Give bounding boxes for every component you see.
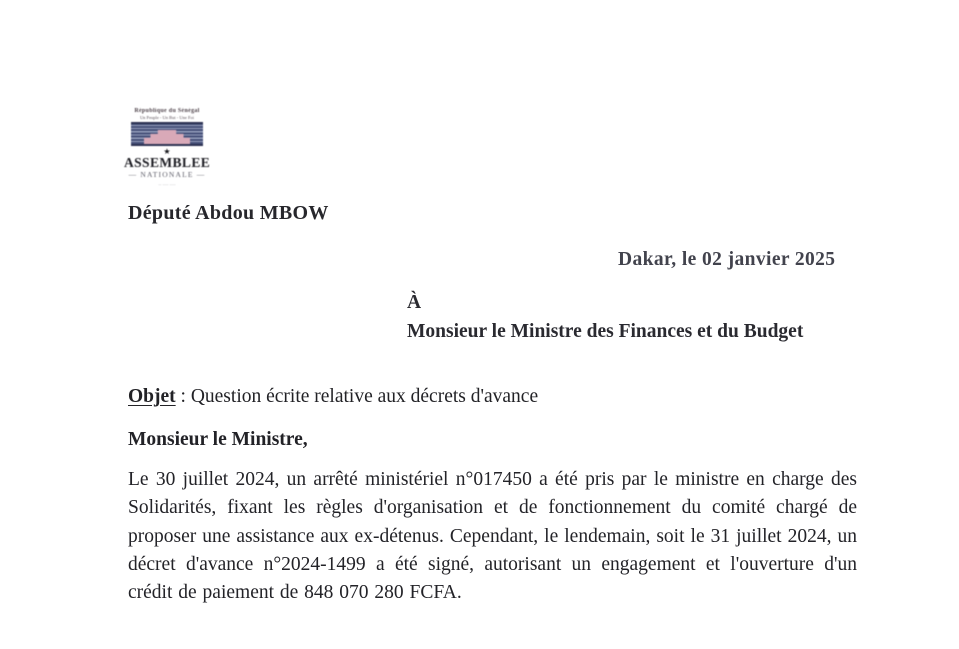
seal-motto-text: Un Peuple - Un But - Une Foi (139, 115, 195, 120)
greeting: Monsieur le Ministre, (128, 429, 308, 450)
sender-name: Député Abdou MBOW (128, 202, 329, 224)
building-arch-shape (144, 130, 190, 144)
body-paragraph: Le 30 juillet 2024, un arrêté ministériel n°017450 a été pris par le ministre en charge des Solidarités, fixant les règles d'organisation et de fonctionnement du comité chargé de proposer une assistance aux ex-détenus. Cependant, le lendemain, soit le 31 juillet 2024, un décret d'avance n°2024-1499 a été signé, autorisant un engagement et l'ouverture d'un crédit de paiement de 848 070 280 FCFA. (128, 469, 857, 604)
star-icon: ★ (163, 147, 171, 156)
subject-text: : Question écrite relative aux décrets d'avance (175, 386, 539, 407)
subject-label: Objet (128, 386, 176, 407)
seal-country-text: République du Sénégal (134, 108, 200, 114)
seal-illegible-subtext: ·· ···· ···· (158, 182, 176, 187)
dateline: Dakar, le 02 janvier 2025 (618, 249, 836, 270)
recipient-block (407, 288, 803, 346)
subject-line (128, 386, 538, 408)
recipient-name: Monsieur le Ministre des Finances et du Budget (407, 321, 804, 342)
letterhead-seal (124, 108, 210, 187)
seal-institution-line2: — NATIONALE — (128, 170, 206, 179)
assembly-building-graphic (131, 122, 203, 146)
recipient-salutation: À (407, 292, 422, 313)
seal-institution-text: ASSEMBLEE (124, 155, 211, 170)
